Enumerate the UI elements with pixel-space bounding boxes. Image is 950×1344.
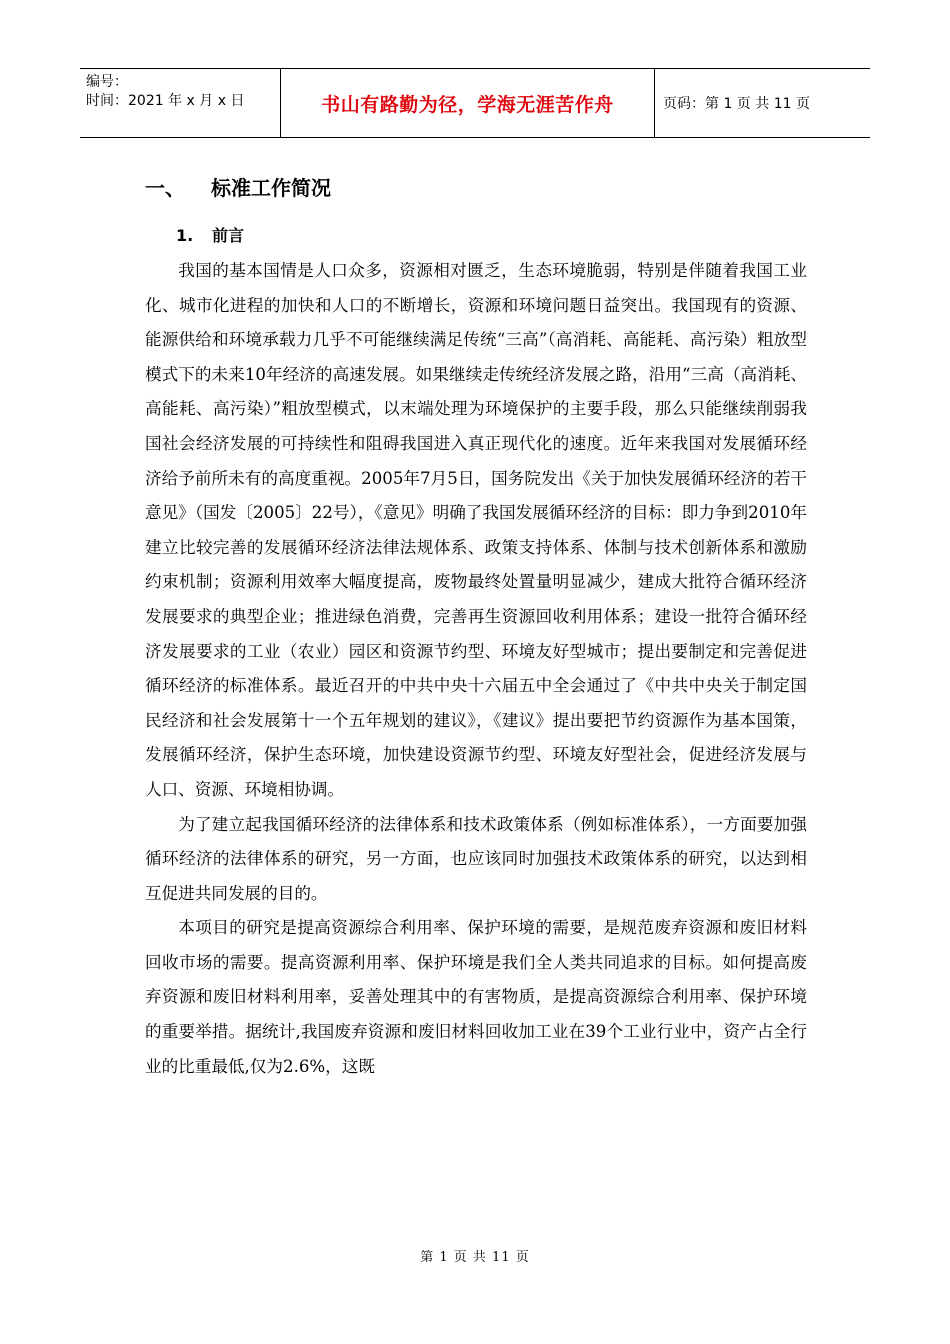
header-motto: 书山有路勤为径，学海无涯苦作舟 [281, 69, 655, 137]
header-time-label: 时间：2021 年 x 月 x 日 [86, 93, 245, 109]
paragraph: 为了建立起我国循环经济的法律体系和技术政策体系（例如标准体系），一方面要加强循环经济的法律体系的研究，另一方面，也应该同时加强技术政策体系的研究，以达到相互促进共同发展的目的。 [145, 814, 807, 903]
subsection-number: 1. [176, 226, 194, 245]
header-number-label: 编号： [86, 74, 128, 90]
document-body [145, 254, 807, 1084]
section-heading [145, 172, 331, 201]
header-meta [80, 69, 281, 137]
page-footer: 第 1 页 共 11 页 [420, 1250, 530, 1265]
subsection-title: 前言 [212, 226, 245, 245]
paragraph: 本项目的研究是提高资源综合利用率、保护环境的需要，是规范废弃资源和废旧材料回收市场的需要。提高资源利用率、保护环境是我们全人类共同追求的目标。如何提高废弃资源和废旧材料利用率，妥善处理其中的有害物质，是提高资源综合利用率、保护环境的重要举措。据统计,我国废弃资源和废旧材料回收加工业在39个工业行业中，资产占全行业的比重最低,仅为2.6%，这既 [145, 918, 807, 1076]
section-title: 标准工作简况 [211, 176, 331, 200]
paragraph: 我国的基本国情是人口众多，资源相对匮乏，生态环境脆弱，特别是伴随着我国工业化、城市化进程的加快和人口的不断增长，资源和环境问题日益突出。我国现有的资源、能源供给和环境承载力几乎不可能继续满足传统“三高”（高消耗、高能耗、高污染）粗放型模式下的未来10年经济的高速发展。如果继续走传统经济发展之路，沿用“三高（高消耗、高能耗、高污染）”粗放型模式，以末端处理为环境保护的主要手段，那么只能继续削弱我国社会经济发展的可持续性和阻碍我国进入真正现代化的速度。近年来我国对发展循环经济给予前所未有的高度重视。2005年7月5日，国务院发出《关于加快发展循环经济的若干意见》（国发〔2005〕22号），《意见》明确了我国发展循环经济的目标：即力争到2010年建立比较完善的发展循环经济法律法规体系、政策支持体系、体制与技术创新体系和激励约束机制；资源利用效率大幅度提高，废物最终处置量明显减少，建成大批符合循环经济发展要求的典型企业；推进绿色消费，完善再生资源回收利用体系；建设一批符合循环经济发展要求的工业（农业）园区和资源节约型、环境友好型城市；提出要制定和完善促进循环经济的标准体系。最近召开的中共中央十六届五中全会通过了《中共中央关于制定国民经济和社会发展第十一个五年规划的建议》，《建议》提出要把节约资源作为基本国策，发展循环经济，保护生态环境，加快建设资源节约型、环境友好型社会，促进经济发展与人口、资源、环境相协调。 [145, 261, 807, 799]
header-page-label: 页码：第 1 页 共 11 页 [663, 96, 810, 112]
section-number: 一、 [145, 176, 185, 200]
page-header [80, 68, 870, 138]
subsection-heading [176, 223, 244, 246]
